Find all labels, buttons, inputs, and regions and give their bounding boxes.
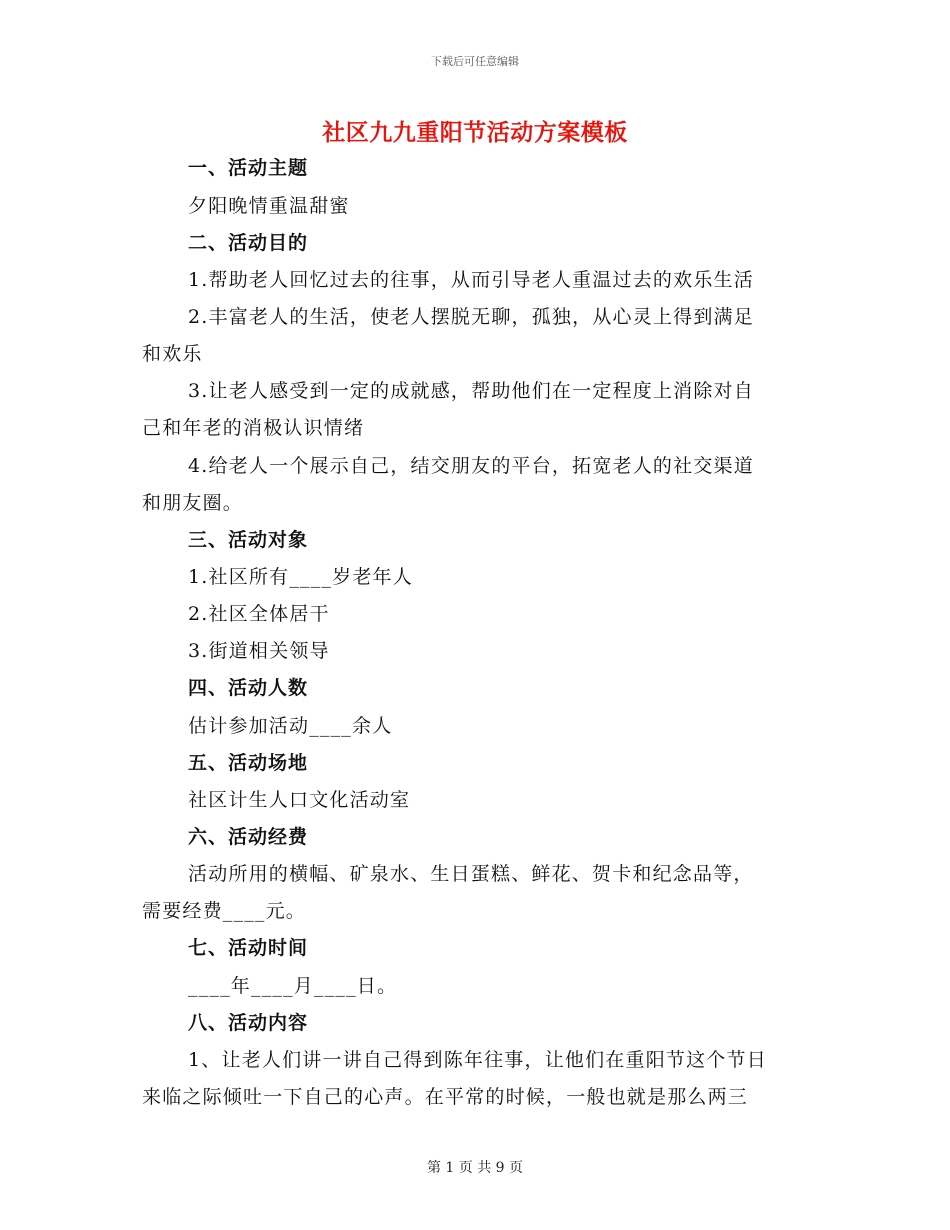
paragraph-line: 1、让老人们讲一讲自己得到陈年往事，让他们在重阳节这个节日 — [188, 1049, 767, 1071]
paragraph-line: 己和年老的消极认识情绪 — [142, 417, 365, 439]
paragraph-line: 2.社区全体居干 — [188, 603, 330, 625]
section-heading-content: 八、活动内容 — [188, 1012, 309, 1034]
paragraph-line: 4.给老人一个展示自己，结交朋友的平台，拓宽老人的社交渠道 — [188, 455, 754, 477]
section-heading-audience: 三、活动对象 — [188, 529, 309, 551]
paragraph-line: 估计参加活动____余人 — [188, 715, 393, 737]
paragraph-line: ____年____月____日。 — [188, 975, 398, 997]
section-heading-theme: 一、活动主题 — [188, 157, 309, 179]
paragraph-line: 1.帮助老人回忆过去的往事，从而引导老人重温过去的欢乐生活 — [188, 269, 754, 291]
paragraph-line: 活动所用的横幅、矿泉水、生日蛋糕、鲜花、贺卡和纪念品等， — [188, 863, 754, 885]
document-title: 社区九九重阳节活动方案模板 — [322, 119, 628, 146]
paragraph-line: 来临之际倾吐一下自己的心声。在平常的时候，一般也就是那么两三 — [142, 1086, 749, 1108]
paragraph-line: 和欢乐 — [142, 343, 203, 365]
section-heading-budget: 六、活动经费 — [188, 826, 309, 848]
paragraph-line: 2.丰富老人的生活，使老人摆脱无聊，孤独，从心灵上得到满足 — [188, 306, 754, 328]
paragraph-line: 和朋友圈。 — [142, 492, 244, 514]
paragraph-line: 1.社区所有____岁老年人 — [188, 566, 413, 588]
section-heading-time: 七、活动时间 — [188, 937, 309, 959]
paragraph-line: 夕阳晚情重温甜蜜 — [188, 195, 350, 217]
section-heading-headcount: 四、活动人数 — [188, 677, 309, 699]
page-header-note: 下载后可任意编辑 — [431, 55, 519, 68]
paragraph-line: 社区计生人口文化活动室 — [188, 789, 411, 811]
paragraph-line: 需要经费____元。 — [142, 900, 307, 922]
paragraph-line: 3.街道相关领导 — [188, 640, 330, 662]
section-heading-purpose: 二、活动目的 — [188, 232, 309, 254]
page-number-footer: 第 1 页 共 9 页 — [426, 1160, 524, 1176]
paragraph-line: 3.让老人感受到一定的成就感，帮助他们在一定程度上消除对自 — [188, 380, 754, 402]
section-heading-venue: 五、活动场地 — [188, 752, 309, 774]
